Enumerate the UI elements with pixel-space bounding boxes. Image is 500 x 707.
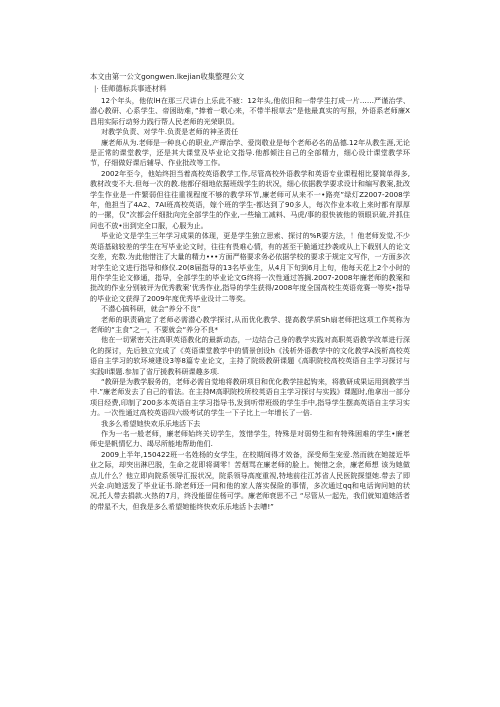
paragraph: 12个年头，他依lH在那三尺讲台上乐此不疲：12年头,他依旧和一带学生打成一片……严谨治学、潜心教研、心系学生、帝困助难，”捧着一歌心来，不带半根草去”是他最真实的写照，外语系老师廉X昌用实际行动努力践行帮人民老师的光荣职员。 [90,96,410,126]
paragraph: 他在一切紧密关注高职英语教化的最新动态，一边结合己身的教学实践对高职英语教学改革进行深化的探讨，先后独立完成了《英语课堂教学中的情景创设h《浅析外语教学中的文化教学A浅析高校英语自主学习的软环境建设3等8篇专业论文，主持了院级教研课題《高职院校高校英语自主学习探讨与实践Il课题.参加了省厅援教科研课趣多项. [90,335,410,376]
section-heading: 对教学负责、对学牛.负责是老师的神圣责任 [101,127,239,137]
paragraph: 廉老师从为.老师是一种良心的职业,产谭治学、爱岗敬业是每个老师必名的品德.12年从教生涯,无论是正常的课堂教学，还是其大课堂及毕业论文指导.他都倾注自己的全部精力，细心设计课堂教学环节，仔细做好课后辅导、作业批改等工作。 [90,137,410,168]
subtitle-text: 佳师德标兵事迹材料 [100,84,167,93]
section-heading: 不潜心搞科研，就会“养分不良” [101,304,201,314]
document-header: 本文由第一公文gongwen.lkejian收集整理公文 [90,72,245,81]
paragraph: 作为一名一般老师，廉老师始终关切学生，笈惜学生，特殊是对弱势生和有特殊困难的学生•廉老师史是帆情忆力、竭尽所能地帮助他们. [90,429,410,449]
document-body [90,96,410,512]
paragraph: “教研是为教学服务的，老师必需自觉地将教研项目和优化教学挂起钩来，将教研成果运用到教学当中.”廉老师发去了自己的看法。在主持M高职院校所校英语自主学习探讨与实践》课题时,他拿出一部分项目经费,印制了200多本英语自主学习指导书,发到听带班级的学生手中,指导学生摆高英语自主学习实力。一次性通过高校英语四六级考试的学生一下子比上一年增长了一倍. [90,376,410,418]
section-heading: 我多么希望她快欢乐乐地活下去 [101,418,201,428]
paragraph: 2009上半年,150422班一名姓杨的女学生，在校期间得才效备，深受师生宠爱.然而就在她接近毕业之际，却突出淋巴脱，生命之花即将调零！苦烟骂在廉老师的脸上。惋惜之余，廉老师想 该为她做点儿什么？他立即向院系领导汇报状况，院系领导高度重视,特地前往江苏省人民医院探望她.带去了即兴金.向她送发了毕业证书.除老师还一同和他的家人落实保险的事情，多次通过qq和电话询问她的状况,托人带去捐款.火热的7月，终没能留住杨可学。廉老师衰思不己 “尽管从一起先，我们就知道她活者的带星不大，但我是多么希望她能终快欢乐乐地活卜去嘈!” [90,449,410,511]
document-subtitle [94,84,166,94]
subtitle-bar: |· [94,84,99,93]
paragraph: 老师的职责确定了老师必需潜心教学探讨,从而优化教学、提高教学质Sh扇老师把这项工作英称为老师的“主食”之一，不要就会“养分不良* [90,314,410,334]
paragraph: 毕业论文是学生三年学习成果的体现，更是学生独立思索、探讨的%R要方法，！他老师发觉,不少英语基础较差的学生在写毕业论文时，往往有畏难心情，有的甚至干脆通过抄袭或从上下载别人的论文交差，充数.为此他惜注了大量的精力•••方面严格要求务必依据学校的要求于规定文写作，一方面多次对学生论文进行指导和修仪.20(8届指导的13名毕业生，从4月下旬到6月上旬，他每天花上2个小时的用作学生论文修通，指导，全部学生的毕业论文G终将一次性通过答搁.2007-2008年廉老师的教案和批改的作业分别被评为优秀教案’优秀作业,指导的学生获得/2008年度全国高校生英语竞赛一等奖•指导的毕业论文获得了2009年度优秀毕业设计二等奖。 [90,231,410,303]
paragraph: 2002年至今，他始终担当着高校英语教学工作,尽管高校外语教学和英语专业课程相比要简单得多,教材改变不大.但每一次的教.他都仔细地依据班级学生的状况，细心依据教学要求设计和编写教案,批改学生作业是一件繁弱但往往重视程度不够的教学环节,廉老师可从来不一•路亮”绿灯Z2007-2008学年，他担当了4A2、7AI班高校英语，嫁个班的学生-都达到了90多人，每次作业本收上来时都有厚厚的一摞，仅”次都会仟细批向完全部学生的作业,一些输工减料、马虎/事的很快被他的领眼识破,并抓住问也不放•出到完全口服，心服为止。 [90,168,410,230]
